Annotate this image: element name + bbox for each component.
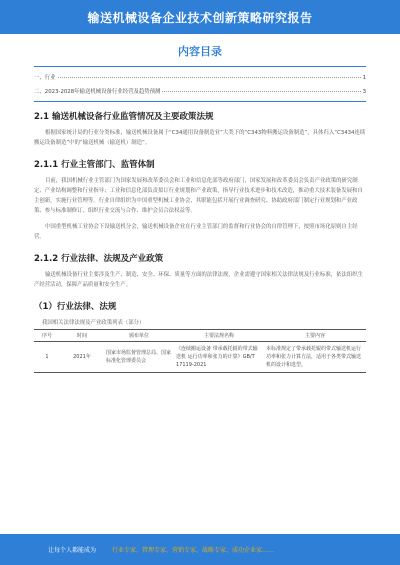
cell-content: 本标准规定了带承载托辊的带式输送机运行功率和张力计算方法，适用于各类带式输送机的设计和选型。: [264, 342, 366, 373]
col-header-no: 序号: [34, 330, 60, 342]
toc-entry-label: 一、行业: [34, 75, 56, 81]
col-header-name: 主要法规名称: [174, 330, 264, 342]
footer-slogan: 让每个人都能成为: [48, 547, 97, 554]
report-title: 输送机械设备企业技术创新策略研究报告: [87, 10, 313, 25]
section-2-1-1-paragraph-2: 中国重型机械工业协会下设输送机分会，输送机械设备企业在行业主管部门的监督和行业协会的自律管理下，按照市场化原则自主经营。: [34, 224, 358, 240]
section-2-1-1-paragraph-1: 目前，我国机械行业主管部门为国家发展和改革委员会和工业和信息化部等政府部门，国家发展和改革委员会负责产业政策的研究制定、产业结构调整和行业指导；工业和信息化部负责拟订行业规划和产业政策，指导行业技术进步和技术改造，推动重大技术装备发展和自主创新，实施行业管理等。行业自律组织为中国重型机械工业协会，其职能包括开展行业调查研究、协助政府部门制定行业规划和产业政策、参与标准制修订、组织行业交流与合作、维护会员合法权益等。: [34, 178, 363, 214]
footer-banner: [0, 534, 400, 565]
cell-name: 《连续搬运设备 带承载托辊的带式输送机 运行功率和张力的计算》GB/T 17119-2021: [174, 342, 264, 373]
regulations-table: [34, 329, 366, 373]
toc-entry-2[interactable]: [34, 87, 366, 95]
section-heading-2-1: 2.1 输送机械设备行业监管情况及主要政策法规: [34, 112, 214, 122]
toc-entry-label: 二、2023-2028年输送机械设备行业经营及趋势预测: [34, 89, 161, 95]
page-content: [34, 34, 366, 373]
toc-entry-page: 3: [362, 89, 366, 95]
table-row: [34, 342, 366, 373]
section-heading-2-1-2: 2.1.2 行业法律、法规及产业政策: [34, 254, 164, 264]
toc-title: 内容目录: [178, 45, 222, 58]
subsection-heading-laws: （1）行业法律、法规: [34, 302, 117, 312]
section-heading-2-1-1: 2.1.1 行业主管部门、监管体制: [34, 160, 155, 170]
col-header-date: 时间: [60, 330, 104, 342]
footer-roles: 行业专家、管理专家、营销专家、战略专家、成功企业家……: [112, 547, 275, 554]
table-header-row: [34, 330, 366, 342]
col-header-content: 主要内容: [264, 330, 366, 342]
toc-entry-1[interactable]: [34, 73, 366, 81]
toc-leader-dots: [58, 77, 361, 78]
table-caption: 我国相关法律法规及产业政策列表（部分）: [42, 320, 145, 326]
cell-no: 1: [34, 342, 60, 373]
section-2-1-2-paragraph: 输送机械设备行业主要涉及生产、制造、安全、环保、质量等方面的法律法规，企业需遵守国家相关法律法规及行业标准，依法组织生产经营活动，保障产品质量和安全生产。: [34, 272, 364, 288]
toc-leader-dots: [162, 91, 360, 92]
col-header-unit: 颁布单位: [104, 330, 174, 342]
cell-unit: 国家市场监督管理总局、国家标准化管理委员会: [104, 342, 174, 373]
toc-top-rule: [34, 66, 366, 67]
report-title-banner: [0, 0, 400, 34]
cell-date: 2021年: [60, 342, 104, 373]
toc-entry-page: 1: [362, 75, 366, 81]
toc-bottom-rule: [34, 101, 366, 102]
section-2-1-paragraph: 根据国家统计局的行业分类标准，输送机械设备属于“C34通用设备制造业”大类下的“C343物料搬运设备制造”，具体归入“C3434连续搬运设备制造”中的“输送机械（输送机）制造”。: [34, 130, 366, 146]
